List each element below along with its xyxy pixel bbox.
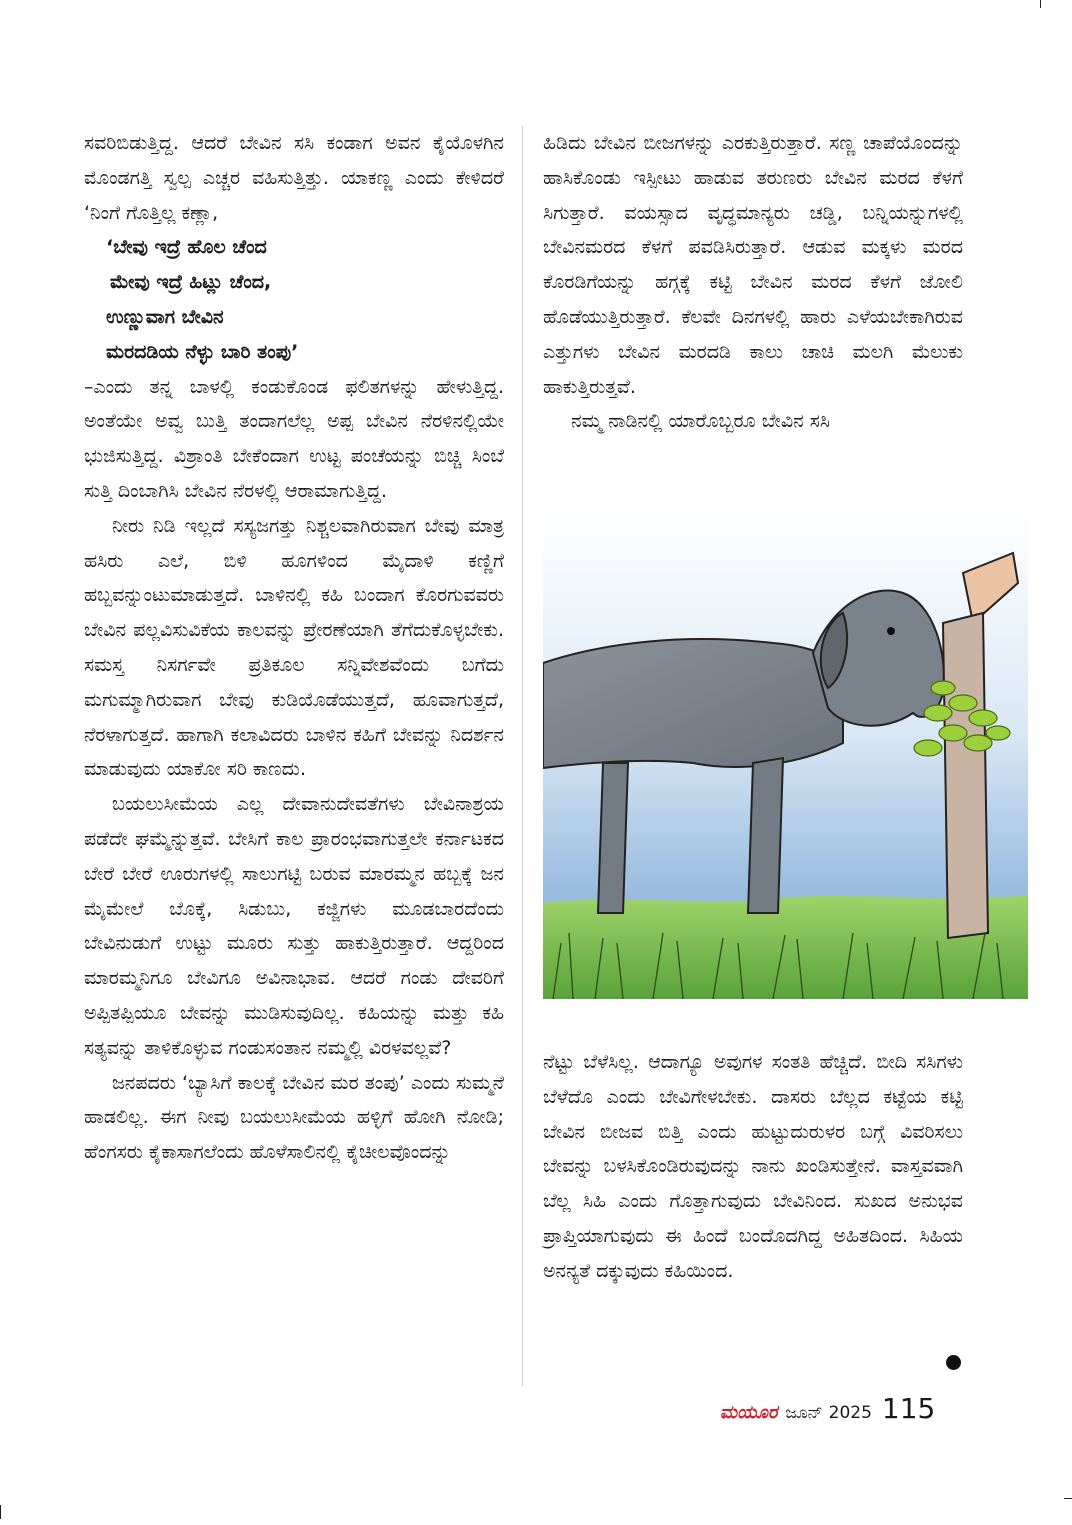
page-number: 115 [881,1392,936,1425]
issue-year: 2025 [828,1403,872,1423]
right-column-top [543,126,963,439]
page-footer [720,1392,935,1425]
crop-mark [1064,1498,1072,1499]
issue-month: ಜೂನ್ [785,1403,823,1423]
folk-verse [84,230,504,369]
paragraph: ಸವರಿಬಿಡುತ್ತಿದ್ದ. ಆದರೆ ಬೇವಿನ ಸಸಿ ಕಂಡಾಗ ಅವನ ಕೈಯೊಳಗಿನ ಮೊಂಡಗತ್ತಿ ಸ್ವಲ್ಪ ಎಚ್ಚರ ವಹಿಸುತ್ತಿತ್ತು. ಯಾಕಣ್ಣ ಎಂದು ಕೇಳಿದರೆ ‘ನಿಂಗೆ ಗೊತ್ತಿಲ್ಲ ಕಣ್ಲಾ, [84,132,504,224]
column-divider [522,126,523,1386]
right-column-bottom [543,1045,963,1289]
verse-line: ಉಣ್ಣುವಾಗ ಬೇವಿನ [106,305,224,328]
crop-mark [1040,0,1041,8]
goat-illustration [543,513,1028,999]
paragraph: ನೀರು ನಿಡಿ ಇಲ್ಲದೆ ಸಸ್ಯಜಗತ್ತು ನಿಶ್ಚಲವಾಗಿರುವಾಗ ಬೇವು ಮಾತ್ರ ಹಸಿರು ಎಲೆ, ಬಿಳಿ ಹೂಗಳಿಂದ ಮೈದಾಳಿ ಕಣ್ಣಿಗೆ ಹಬ್ಬವನ್ನುಂಟುಮಾಡುತ್ತದೆ. ಬಾಳಿನಲ್ಲಿ ಕಹಿ ಬಂದಾಗ ಕೊರಗುವವರು ಬೇವಿನ ಪಲ್ಲವಿಸುವಿಕೆಯ ಕಾಲವನ್ನು ಪ್ರೇರಣೆಯಾಗಿ ತೆಗೆದುಕೊಳ್ಳಬೇಕು. ಸಮಸ್ತ ನಿಸರ್ಗವೇ ಪ್ರತಿಕೂಲ ಸನ್ನಿವೇಶವೆಂದು ಬಗೆದು ಮಗುಮ್ಮಾಗಿರುವಾಗ ಬೇವು ಕುಡಿಯೊಡೆಯುತ್ತದೆ, ಹೂವಾಗುತ್ತದೆ, ನೆರಳಾಗುತ್ತದೆ. ಹಾಗಾಗಿ ಕಲಾವಿದರು ಬಾಳಿನ ಕಹಿಗೆ ಬೇವನ್ನು ನಿದರ್ಶನ ಮಾಡುವುದು ಯಾಕೋ ಸರಿ ಕಾಣದು. [84,514,504,781]
paragraph: ಜನಪದರು ‘ಬ್ಯಾಸಿಗೆ ಕಾಲಕ್ಕೆ ಬೇವಿನ ಮರ ತಂಪು’ ಎಂದು ಸುಮ್ಮನೆ ಹಾಡಲಿಲ್ಲ. ಈಗ ನೀವು ಬಯಲುಸೀಮೆಯ ಹಳ್ಳಿಗೆ ಹೋಗಿ ನೋಡಿ; ಹೆಂಗಸರು ಕೈಕಾಸಾಗಲೆಂದು ಹೊಳೆಸಾಲಿನಲ್ಲಿ ಕೈಚೀಲವೊಂದನ್ನು [84,1071,504,1164]
paragraph: ಹಿಡಿದು ಬೇವಿನ ಬೀಜಗಳನ್ನು ಎರಕುತ್ತಿರುತ್ತಾರೆ. ಸಣ್ಣ ಚಾಪೆಯೊಂದನ್ನು ಹಾಸಿಕೊಂಡು ಇಸ್ಪೀಟು ಹಾಡುವ ತರುಣರು ಬೇವಿನ ಮರದ ಕೆಳಗೆ ಸಿಗುತ್ತಾರೆ. ವಯಸ್ಸಾದ ವೃದ್ಧಮಾನ್ಯರು ಚಡ್ಡಿ, ಬನ್ನಿಯನ್ನುಗಳಲ್ಲಿ ಬೇವಿನಮರದ ಕೆಳಗೆ ಪವಡಿಸಿರುತ್ತಾರೆ. ಆಡುವ ಮಕ್ಕಳು ಮರದ ಕೊರಡಿಗೆಯನ್ನು ಹಗ್ಗಕ್ಕೆ ಕಟ್ಟಿ ಬೇವಿನ ಮರದ ಕೆಳಗೆ ಜೋಲಿ ಹೊಡೆಯುತ್ತಿರುತ್ತಾರೆ. ಕೆಲವೇ ದಿನಗಳಲ್ಲಿ ಹಾರು ಎಳೆಯಬೇಕಾಗಿರುವ ಎತ್ತುಗಳು ಬೇವಿನ ಮರದಡಿ ಕಾಲು ಚಾಚಿ ಮಲಗಿ ಮೆಲುಕು ಹಾಕುತ್ತಿರುತ್ತವೆ. [543,132,963,398]
verse-line: ‘ಬೇವು ಇದ್ರೆ ಹೊಲ ಚೆಂದ [106,236,267,259]
article-end-mark [946,1355,961,1370]
magazine-logo: ಮಯೂರ [720,1402,778,1423]
verse-line: ಮರದಡಿಯ ನೆಳ್ಳು ಬಾರಿ ತಂಪು’ [106,340,299,363]
paragraph: –ಎಂದು ತನ್ನ ಬಾಳಲ್ಲಿ ಕಂಡುಕೊಂಡ ಫಲಿತಗಳನ್ನು ಹೇಳುತ್ತಿದ್ದ. ಅಂತೆಯೇ ಅವ್ವ ಬುತ್ತಿ ತಂದಾಗಲೆಲ್ಲ ಅಪ್ಪ ಬೇವಿನ ನೆರಳಿನಲ್ಲಿಯೇ ಭುಜಿಸುತ್ತಿದ್ದ. ವಿಶ್ರಾಂತಿ ಬೇಕೆಂದಾಗ ಉಟ್ಟ ಪಂಚೆಯನ್ನು ಬಿಚ್ಚಿ ಸಿಂಬೆ ಸುತ್ತಿ ದಿಂಬಾಗಿಸಿ ಬೇವಿನ ನೆರಳಲ್ಲಿ ಆರಾಮಾಗುತ್ತಿದ್ದ. [84,375,504,502]
paragraph: ನಮ್ಮ ನಾಡಿನಲ್ಲಿ ಯಾರೊಬ್ಬರೂ ಬೇವಿನ ಸಸಿ [571,410,830,433]
left-column [84,126,504,1170]
crop-mark [0,1505,1,1519]
paragraph: ನೆಟ್ಟು ಬೆಳೆಸಿಲ್ಲ. ಆದಾಗ್ಯೂ ಅವುಗಳ ಸಂತತಿ ಹೆಚ್ಚಿದೆ. ಬೀದಿ ಸಸಿಗಳು ಬೆಳೆದೊ ಎಂದು ಬೇವಿಗೇಳಬೇಕು. ದಾಸರು ಬೆಲ್ಲದ ಕಟ್ಟೆಯ ಕಟ್ಟಿ ಬೇವಿನ ಬೀಜವ ಬಿತ್ತಿ ಎಂದು ಹುಟ್ಟುದುರುಳರ ಬಗ್ಗೆ ವಿವರಿಸಲು ಬೇವನ್ನು ಬಳಸಿಕೊಂಡಿರುವುದನ್ನು ನಾನು ಖಂಡಿಸುತ್ತೇನೆ. ವಾಸ್ತವವಾಗಿ ಬೆಲ್ಲ ಸಿಹಿ ಎಂದು ಗೊತ್ತಾಗುವುದು ಬೇವಿನಿಂದ. ಸುಖದ ಅನುಭವ ಪ್ರಾಪ್ತಿಯಾಗುವುದು ಈ ಹಿಂದೆ ಬಂದೊದಗಿದ್ದ ಅಹಿತದಿಂದ. ಸಿಹಿಯ ಅನನ್ಯತೆ ದಕ್ಕುವುದು ಕಹಿಯಿಂದ. [543,1051,963,1282]
verse-line: ಮೇವು ಇದ್ರೆ ಹಿಟ್ಲು ಚೆಂದ, [110,271,272,294]
goat-drawing [543,513,1028,999]
paragraph: ಬಯಲುಸೀಮೆಯ ಎಲ್ಲ ದೇವಾನುದೇವತೆಗಳು ಬೇವಿನಾಶ್ರಯ ಪಡೆದೇ ಘಮ್ಮೆನ್ನುತ್ತವೆ. ಬೇಸಿಗೆ ಕಾಲ ಪ್ರಾರಂಭವಾಗುತ್ತಲೇ ಕರ್ನಾಟಕದ ಬೇರೆ ಬೇರೆ ಊರುಗಳಲ್ಲಿ ಸಾಲುಗಟ್ಟಿ ಬರುವ ಮಾರಮ್ಮನ ಹಬ್ಬಕ್ಕೆ ಜನ ಮೈಮೇಲೆ ಬೊಕ್ಕೆ, ಸಿಡುಬು, ಕಜ್ಜಿಗಳು ಮೂಡಬಾರದೆಂದು ಬೇವಿನುಡುಗೆ ಉಟ್ಟು ಮೂರು ಸುತ್ತು ಹಾಕುತ್ತಿರುತ್ತಾರೆ. ಆದ್ದರಿಂದ ಮಾರಮ್ಮನಿಗೂ ಬೇವಿಗೂ ಅವಿನಾಭಾವ. ಆದರೆ ಗಂಡು ದೇವರಿಗೆ ಅಪ್ಪಿತಪ್ಪಿಯೂ ಬೇವನ್ನು ಮುಡಿಸುವುದಿಲ್ಲ. ಕಹಿಯನ್ನು ಮತ್ತು ಕಹಿ ಸತ್ಯವನ್ನು ತಾಳಿಕೊಳ್ಳುವ ಗಂಡುಸಂತಾನ ನಮ್ಮಲ್ಲಿ ವಿರಳವಲ್ಲವೆ? [84,793,504,1059]
